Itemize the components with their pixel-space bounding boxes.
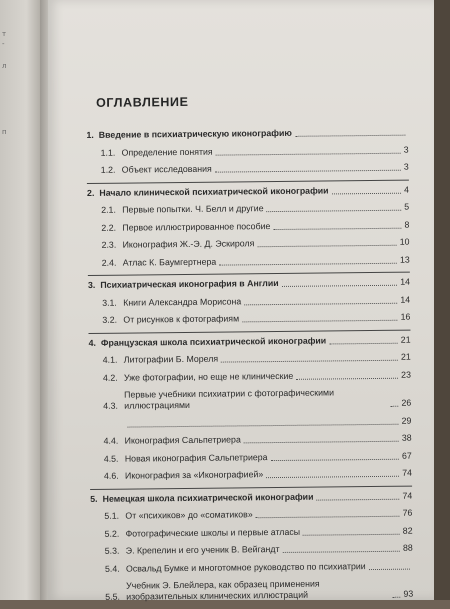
entry-title: Литографии Б. Мореля <box>124 354 219 366</box>
toc-section[interactable] <box>87 219 409 233</box>
entry-number: 4.2. <box>103 372 119 383</box>
entry-number: 2.2. <box>101 222 117 233</box>
dot-leader <box>221 360 398 363</box>
entry-number: 4.1. <box>103 355 119 366</box>
entry-title: Психиатрическая иконография в Англии <box>100 278 278 291</box>
entry-number: 4.5. <box>104 453 120 464</box>
toc-section[interactable] <box>89 387 411 412</box>
entry-number: 4.3. <box>103 401 119 412</box>
entry-number: 5.2. <box>105 528 121 539</box>
entry-title: Атлас К. Баумгертнера <box>123 256 217 268</box>
entry-title: Объект исследования <box>122 164 212 176</box>
table-surface <box>434 0 450 600</box>
entry-number: 4. <box>89 337 96 348</box>
page-number: 10 <box>400 237 410 248</box>
entry-number: 1.2. <box>101 165 117 176</box>
entry-title: Немецкая школа психиатрической иконографии <box>103 491 314 504</box>
page-number: 3 <box>404 144 409 155</box>
toc-chapter[interactable] <box>90 490 412 504</box>
toc-section[interactable] <box>90 468 412 482</box>
dot-leader <box>316 498 399 500</box>
page-number: 76 <box>403 508 413 519</box>
entry-title: Уже фотографии, но еще не клинические <box>124 370 293 383</box>
entry-number: 3.2. <box>102 315 118 326</box>
toc-section[interactable] <box>89 352 411 366</box>
chapter-divider <box>88 272 410 276</box>
dot-leader <box>303 533 400 535</box>
toc-section[interactable] <box>91 578 413 603</box>
toc-section[interactable] <box>90 450 412 464</box>
toc-chapter[interactable] <box>86 127 408 141</box>
book-page <box>48 0 434 600</box>
page-number: 38 <box>402 433 412 444</box>
dot-leader <box>296 377 398 379</box>
toc-section[interactable] <box>88 294 410 308</box>
dot-leader <box>283 551 400 553</box>
page-number: 5 <box>404 202 409 213</box>
dot-leader <box>266 476 399 478</box>
dot-leader <box>332 192 402 194</box>
entry-title: Первые учебники психиатрии с фотографическими иллюстрациями <box>124 387 387 412</box>
page-number: 21 <box>401 334 411 345</box>
toc-section[interactable] <box>91 560 413 574</box>
toc-section[interactable] <box>90 433 412 447</box>
dot-leader <box>257 245 396 247</box>
toc-chapter[interactable] <box>87 184 409 198</box>
dot-leader <box>282 285 398 287</box>
page-number: 3 <box>404 162 409 173</box>
entry-title: Иконография Сальпетриера <box>125 434 241 446</box>
dot-leader <box>369 568 410 569</box>
toc-list <box>86 127 413 603</box>
chapter-divider <box>88 329 410 333</box>
page-number: 93 <box>403 589 413 600</box>
page-number: 82 <box>403 525 413 536</box>
toc-chapter[interactable] <box>88 277 410 291</box>
left-page-mark: п <box>2 128 7 136</box>
toc-section[interactable] <box>91 543 413 557</box>
dot-leader <box>271 458 399 460</box>
dot-leader <box>219 262 397 265</box>
toc-section[interactable] <box>88 312 410 326</box>
page-number: 67 <box>402 450 412 461</box>
entry-number: 2.3. <box>102 240 118 251</box>
entry-number: 4.4. <box>104 436 120 447</box>
page-number: 74 <box>402 490 412 501</box>
toc-section[interactable] <box>89 415 411 429</box>
entry-title: Фотографические школы и первые атласы <box>126 526 301 539</box>
toc-section[interactable] <box>88 237 410 251</box>
dot-leader <box>216 152 401 155</box>
entry-title: Введение в психиатрическую иконографию <box>99 128 292 141</box>
page-number: 23 <box>401 369 411 380</box>
page-number: 29 <box>402 415 412 426</box>
entry-title: Книги Александра Морисона <box>123 296 241 308</box>
dot-leader <box>392 597 400 598</box>
dot-leader <box>273 227 401 229</box>
entry-number: 3.1. <box>102 297 118 308</box>
page-number: 21 <box>401 352 411 363</box>
entry-number: 2. <box>87 187 94 198</box>
entry-title: Новая иконография Сальпетриера <box>125 452 268 464</box>
dot-leader <box>244 441 399 444</box>
entry-title: Иконография за «Иконографией» <box>125 469 263 481</box>
dot-leader <box>295 135 406 137</box>
toc-title: ОГЛАВЛЕНИЕ <box>96 93 408 110</box>
dot-leader <box>244 302 397 305</box>
left-page-mark: - <box>2 40 5 48</box>
toc-section[interactable] <box>87 162 409 176</box>
entry-title: Иконография Ж.-Э. Д. Эскироля <box>123 238 255 250</box>
dot-leader <box>329 342 398 344</box>
dot-leader <box>242 320 397 323</box>
entry-title: Начало клинической психиатрической иконографии <box>99 185 328 198</box>
entry-title: Учебник Э. Блейлера, как образец применения изобразительных клинических иллюстраций <box>126 578 389 603</box>
entry-number: 5.5. <box>105 592 121 603</box>
entry-number: 5.4. <box>105 563 121 574</box>
entry-title: От рисунков к фотографиям <box>123 313 239 325</box>
page-number: 13 <box>400 254 410 265</box>
page-number: 8 <box>404 219 409 230</box>
entry-number: 5.1. <box>104 511 120 522</box>
entry-title: Первое иллюстрированное пособие <box>122 221 270 234</box>
entry-number: 2.1. <box>101 205 117 216</box>
table-of-contents <box>86 93 413 609</box>
page-number: 74 <box>402 468 412 479</box>
page-number: 14 <box>400 277 410 288</box>
left-page-mark: л <box>2 62 6 70</box>
dot-leader <box>127 423 398 427</box>
page-number: 88 <box>403 543 413 554</box>
toc-section[interactable] <box>87 144 409 158</box>
left-page-edge <box>0 0 44 600</box>
chapter-divider <box>87 179 409 183</box>
entry-number: 2.4. <box>102 257 118 268</box>
dot-leader <box>256 516 400 519</box>
page-number: 16 <box>400 312 410 323</box>
entry-title: Освальд Бумке и многотомное руководство по психиатрии <box>126 561 366 575</box>
entry-title: Первые попытки. Ч. Белл и другие <box>122 203 264 215</box>
chapter-divider <box>90 485 412 489</box>
entry-number: 5.3. <box>105 546 121 557</box>
entry-number: 1. <box>86 130 93 141</box>
dot-leader <box>390 406 398 407</box>
entry-number: 1.1. <box>101 147 117 158</box>
entry-title: Французская школа психиатрической иконографии <box>101 335 326 348</box>
toc-chapter[interactable] <box>89 334 411 348</box>
page-number: 14 <box>400 294 410 305</box>
entry-title: Определение понятия <box>122 146 213 158</box>
page-number: 4 <box>404 184 409 195</box>
toc-section[interactable] <box>91 525 413 539</box>
entry-number: 4.6. <box>104 471 120 482</box>
dot-leader <box>267 210 402 212</box>
entry-number: 5. <box>90 493 97 504</box>
entry-number: 3. <box>88 280 95 291</box>
page-number: 26 <box>401 398 411 409</box>
toc-section[interactable] <box>90 508 412 522</box>
left-page-mark: т <box>2 30 6 38</box>
dot-leader <box>215 170 401 173</box>
toc-section[interactable] <box>88 254 410 268</box>
toc-section[interactable] <box>87 202 409 216</box>
entry-title: От «психиков» до «соматиков» <box>125 509 252 521</box>
toc-section[interactable] <box>89 369 411 383</box>
entry-title: Э. Крепелин и его ученик В. Вейгандт <box>126 544 280 557</box>
